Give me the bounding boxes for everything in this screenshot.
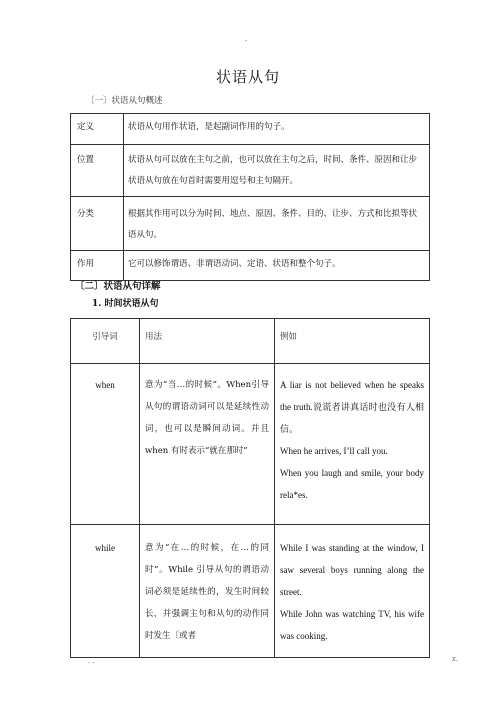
section-heading-details: 〔二〕状语从句详解	[75, 281, 161, 292]
row-key: 位置	[71, 145, 124, 197]
examples-cell	[275, 525, 430, 658]
row-key: 定义	[71, 114, 124, 145]
table-row	[71, 364, 430, 525]
page-title: 状语从句	[215, 68, 280, 86]
row-key: 分类	[71, 197, 124, 251]
footer-right-mark: z.	[452, 655, 458, 663]
column-header: 引导词	[71, 319, 140, 364]
column-header: 例如	[275, 319, 430, 364]
overview-table	[70, 113, 430, 281]
row-value: 状语从句用作状语，是起副词作用的句子。	[124, 114, 430, 145]
header-mark: -	[245, 37, 248, 45]
table-row	[71, 251, 430, 281]
example-sentence: When he arrives, I’ll call you.	[280, 446, 388, 456]
row-value: 状语从句可以放在主句之前，也可以放在主句之后，时间、条件、原因和让步状语从句放在句首时需要用逗号和主句隔开。	[124, 145, 430, 197]
footer-left-mark: . .	[88, 657, 95, 665]
time-clause-table	[70, 318, 430, 658]
table-row	[71, 197, 430, 251]
row-value: 它可以修饰谓语、非谓语动词、定语、状语和整个句子。	[124, 251, 430, 281]
column-header: 用法	[140, 319, 275, 364]
example-sentence: A liar is not believed when he speaks the truth.说谎者讲真话时也没有人相信。	[280, 380, 424, 434]
example-sentence: While John was watching TV, his wife was cooking.	[280, 609, 424, 641]
subsection-heading-time-clause: 1. 时间状语从句	[92, 299, 159, 309]
example-sentence: When you laugh and smile, your body rela*es.	[280, 468, 424, 500]
example-sentence: While I was standing at the window, I saw several boys running along the street.	[280, 543, 424, 597]
table-row	[71, 114, 430, 145]
usage-cell: 意为“在…的时候，在…的同时”。While 引导从句的谓语动词必须是延续性的，发生时间较长，并强调主句和从句的动作同时发生〔或者	[140, 525, 275, 658]
table-row	[71, 525, 430, 658]
examples-cell	[275, 364, 430, 525]
conjunction-cell: while	[71, 525, 140, 658]
table-row	[71, 145, 430, 197]
conjunction-cell: when	[71, 364, 140, 525]
usage-cell: 意为“当…的时候”。When引导从句的谓语动词可以是延续性动词，也可以是瞬间动词。并且 when 有时表示“就在那时”	[140, 364, 275, 525]
table-header-row	[71, 319, 430, 364]
row-value: 根据其作用可以分为时间、地点、原因、条件、目的、让步、方式和比拟等状语从句。	[124, 197, 430, 251]
row-key: 作用	[71, 251, 124, 281]
section-heading-overview: 〔一〕状语从句概述	[86, 96, 163, 106]
